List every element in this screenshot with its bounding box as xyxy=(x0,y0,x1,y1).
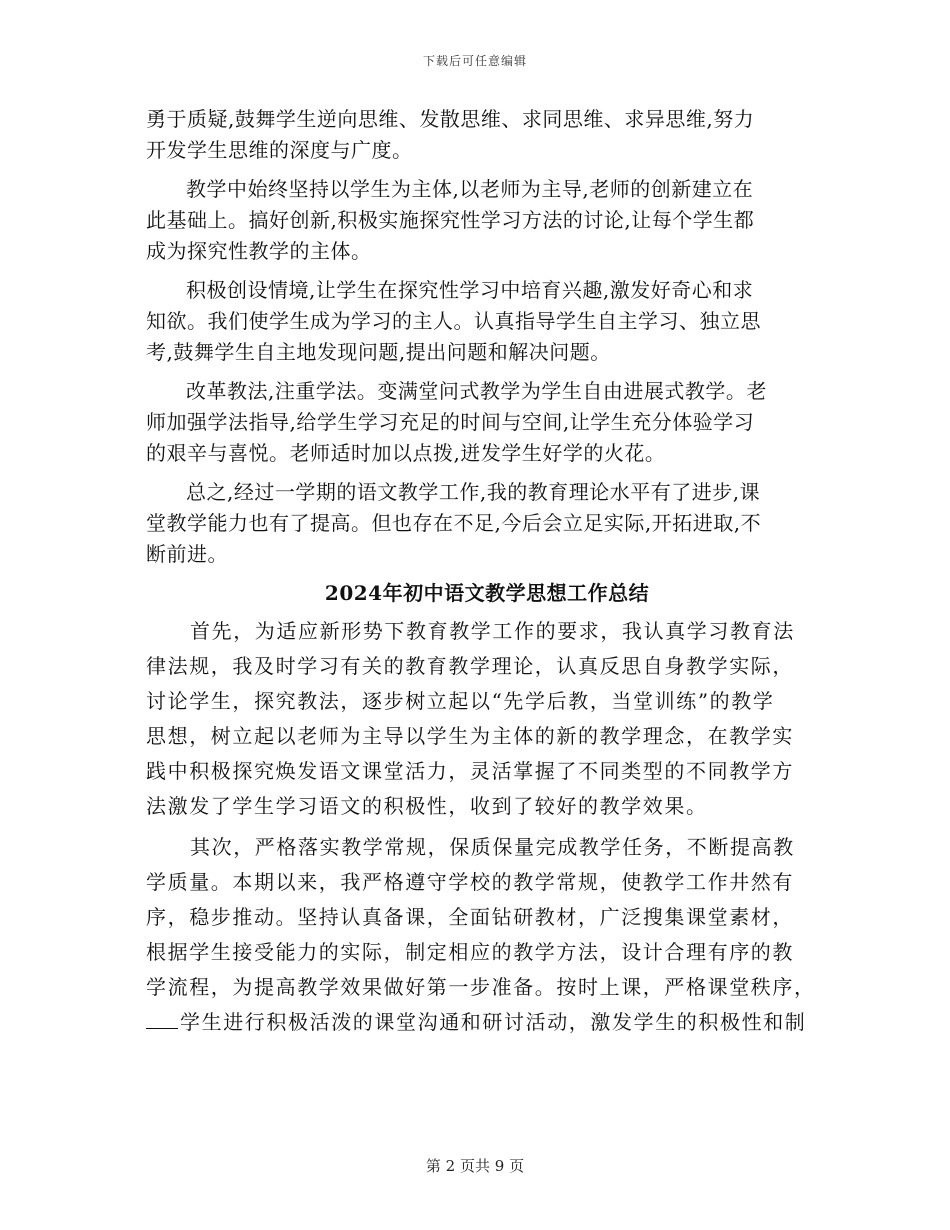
text-line: 积极创设情境,让学生在探究性学习中培育兴趣,激发好奇心和求 xyxy=(186,278,754,302)
text-line: 知欲。我们使学生成为学习的主人。认真指导学生自主学习、独立思 xyxy=(146,309,761,333)
section-title: 2024年初中语文教学思想工作总结 xyxy=(324,581,650,605)
paragraph xyxy=(146,831,816,1041)
text-line: 成为探究性教学的主体。 xyxy=(146,239,372,263)
text-line: 法激发了学生学习语文的积极性，收到了较好的教学效果。 xyxy=(146,794,708,818)
text-line: 勇于质疑,鼓舞学生逆向思维、发散思维、求同思维、求异思维,努力 xyxy=(146,107,755,131)
text-line-content: 学生进行积极活泼的课堂沟通和研讨活动，激发学生的积极性和制 xyxy=(180,1010,807,1034)
text-line: 断前进。 xyxy=(146,542,228,566)
text-line: 学流程，为提高教学效果做好第一步准备。按时上课，严格课堂秩序， xyxy=(146,975,816,999)
paragraph xyxy=(146,104,808,166)
text-line: 其次，严格落实教学常规，保质保量完成教学任务，不断提高教 xyxy=(190,835,795,859)
text-line-with-blank xyxy=(146,1006,808,1041)
section-continued-text xyxy=(146,104,808,570)
text-line: 序，稳步推动。坚持认真备课，全面钻研教材，广泛搜集课堂素材， xyxy=(146,905,794,929)
text-line: 堂教学能力也有了提高。但也存在不足,今后会立足实际,开拓进取,不 xyxy=(146,511,762,535)
text-line: 改革教法,注重学法。变满堂问式教学为学生自由进展式教学。老 xyxy=(186,379,767,403)
text-line: 开发学生思维的深度与广度。 xyxy=(146,138,413,162)
document-body xyxy=(146,104,816,1047)
text-line: 教学中始终坚持以学生为主体,以老师为主导,老师的创新建立在 xyxy=(186,177,754,201)
fill-in-blank xyxy=(146,1008,178,1029)
paragraph xyxy=(146,477,808,570)
text-line: 首先，为适应新形势下教育教学工作的要求，我认真学习教育法 xyxy=(190,619,795,643)
text-line: 考,鼓舞学生自主地发现问题,提出问题和解决问题。 xyxy=(146,340,611,364)
text-line: 思想，树立起以老师为主导以学生为主体的新的教学理念，在教学实 xyxy=(146,724,794,748)
text-line: 此基础上。搞好创新,积极实施探究性学习方法的讨论,让每个学生都 xyxy=(146,208,755,232)
paragraph xyxy=(146,275,808,368)
paragraph xyxy=(146,615,808,825)
text-line: 律法规，我及时学习有关的教育教学理论，认真反思自身教学实际， xyxy=(146,654,794,678)
text-line: 讨论学生，探究教法，逐步树立起以“先学后教，当堂训练”的教学 xyxy=(146,689,775,713)
text-line: 践中积极探究焕发语文课堂活力，灵活掌握了不同类型的不同教学方 xyxy=(146,759,794,783)
page-header: 下载后可任意编辑 xyxy=(422,54,527,68)
text-line: 学质量。本期以来，我严格遵守学校的教学常规，使教学工作井然有 xyxy=(146,870,794,894)
paragraph xyxy=(146,174,808,267)
section-summary-text xyxy=(146,615,816,1041)
text-line: 总之,经过一学期的语文教学工作,我的教育理论水平有了进步,课 xyxy=(186,480,761,504)
text-line: 根据学生接受能力的实际，制定相应的教学方法，设计合理有序的教 xyxy=(146,940,794,964)
paragraph xyxy=(146,376,808,469)
text-line: 师加强学法指导,给学生学习充足的时间与空间,让学生充分体验学习 xyxy=(146,410,755,434)
page-footer: 第 2 页共 9 页 xyxy=(425,1157,525,1175)
text-line: 的艰辛与喜悦。老师适时加以点拨,迸发学生好学的火花。 xyxy=(146,441,666,465)
